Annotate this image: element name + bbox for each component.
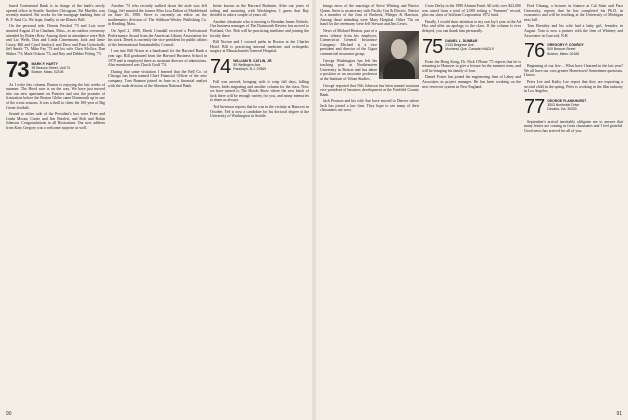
- class-secretary-info: [31, 60, 70, 75]
- paragraph: As I write this column, Boston is enjoying the last weeks of summer. The Hood race is on the way. We have just moved into our new apartment on Pantries and saw the promise of frustration before the Boston Globe came Dartmouth up in one of the worst seasons. It was a thrill to cheer the 100-year of Big Green football.: [6, 82, 105, 110]
- class-heading-73: [6, 56, 105, 82]
- secretary-address-line: 3503 Northside Drive: [547, 102, 580, 107]
- portrait-photo: [379, 31, 419, 79]
- secretary-name: DANIEL L. DUNBAR: [445, 38, 478, 43]
- secretary-name: GEORGE FLANKHURST: [547, 98, 587, 103]
- secretary-address-line: Boston, Mass. 02108: [31, 69, 64, 74]
- class-secretary-info: [547, 41, 584, 56]
- left-column-3: [210, 4, 309, 406]
- right-column-3: [524, 4, 623, 406]
- class-secretary-info: [547, 97, 586, 112]
- class-year: 74: [210, 55, 231, 78]
- paragraph: Jack Pearson and his wife Sue have moved to Denver where Jack has joined a law firm. They hope to see many of their classmates out west.: [320, 99, 419, 113]
- paragraph: Beginning of our five ... What have I learned in the last year? We all have our own greater Hometown! Sometimes questions. I know.: [524, 64, 623, 78]
- secretary-address-line: Montreal, Que. Canada H4A2L9: [445, 46, 494, 51]
- class-year: 75: [422, 35, 443, 58]
- left-column-1: [6, 4, 105, 406]
- paragraph: based Continental Bank is in charge of the bank's newly opened office in Seattle. Another Chicagoan, Pat Mueller, was recently married. Pat works for the mortgage banking firm of B. F. Saul Co. We hope, finally, to see Illinois Bell.: [6, 4, 105, 22]
- right-page: [316, 0, 628, 420]
- class-secretary-info: [233, 57, 272, 72]
- portrait-face: [391, 39, 407, 59]
- paragraph: Another classmate who is moving is Brendan James Nichols. Our business manager of The Dartmouth Review has moved to Portland, Ore. Bob will be practicing medicine and joining the faculty there.: [210, 19, 309, 38]
- paragraph: Ted Swenson reports that he was in the vicinity at Hanover in October. Ted is now a candidate for his doctoral degree at the University of Washington in Seattle.: [210, 104, 309, 119]
- paragraph: On the personal side, Dennis Paschal '73 and Lois were married August 23 in Chatham, Mass., as an outdoor ceremony attended by Robert Brey. Among those in attendance were Bob and Liz Wells, Dan and Linda Cimermann, Jack and Janie Casey, Bill and Carol Sanford, and Dave and Pam Gottschalk; Jeff Smith '73, Mike Fay '73 and his wife Chris McGirr; Dan Shikes '73; Mark Osborn '73, and Ray and Debbie Poling '73.: [6, 24, 105, 56]
- class-year: 76: [524, 40, 545, 63]
- paragraph: Cross Derby in the 1980 Alumni Fund. All told, over $22,000 was raised from a total of 2,000 setting a "Summer" record, plus our class of Sullivan Corporation 1972 fund.: [422, 4, 521, 18]
- left-column-2: [108, 4, 207, 406]
- class-heading-77: [524, 97, 623, 117]
- paragraph: News of Michael Heaton, part of a news release from his employer, Connecticut General Insurance Company: Michael is a vice president and director of the Cigna commercial insurance group.: [320, 28, 377, 56]
- secretary-name: WILLIAM R. CATLIN, JR.: [233, 58, 273, 63]
- paragraph: Finally, I would draw attention to my son Jay's year at the Ad Hoc and offer an apology to the class. If the column is ever delayed, you can thank him personally.: [422, 19, 521, 33]
- paragraph: Another '73 who recently walked down the aisle was Jeff Grigg. Jeff married the former Miss Lisa Dalton of Marblehead on June 26, 1980. Steve is currently an editor on the mathematics division of The Addison-Wesley Publishing Co. in Reading, Mass.: [108, 4, 207, 27]
- paragraph: September's arrival inevitably obligates me to answer that many letters are coming in from classmates and I feel grateful. Good news has arrived for all of you.: [524, 119, 623, 133]
- class-year: 73: [6, 56, 29, 82]
- paragraph: Peter Lee and Kathy Lee report that they are expecting a second child in the spring. Peter is working in the film industry in Los Angeles.: [524, 79, 623, 94]
- page-number: 90: [6, 411, 12, 417]
- secretary-address-line: 39 Beacon Street, Unit 74: [31, 65, 71, 70]
- paragraph: better known as the Harvard Brahmin. After our years of toiling and motoring with Washington, I guess that Ray decided to take a couple of years off.: [210, 4, 309, 18]
- secretary-address-line: Boston, Mass. 02165: [547, 51, 580, 56]
- paragraph: On April 2, 1980, Derek Crandall received a Professional Performance Award from the American Library Association for his work. Derek is currently the vice president for public affairs of the International Sustainability Council.: [108, 28, 207, 47]
- left-page: [0, 0, 312, 420]
- class-heading-74: [210, 57, 309, 77]
- secretary-address-line: Decatur, Ga. 30030: [547, 107, 577, 112]
- paragraph: Fall was arrived, bringing with it crisp fall days, falling leaves, birds migrating and another column for the class. Now we have turned to The Hoods Show where the new batch of luck there will be enough variety for you, and many memories to share as always.: [210, 79, 309, 103]
- class-heading-75: [422, 37, 521, 57]
- class-secretary-info: [445, 37, 493, 52]
- secretary-address-line: 50 Wellington Ave.: [233, 63, 262, 68]
- secretary-address-line: 500 Beacon Street: [547, 47, 576, 52]
- class-year: 77: [524, 95, 545, 118]
- class-heading-76: [524, 41, 623, 61]
- secretary-name: MARK F. HARTY: [31, 61, 58, 66]
- portrait-shoulders: [383, 59, 415, 79]
- paragraph: George Washington has left his teaching post at Northeastern University in Boston and has taken a position as an associate professor at the Institute of Urban Studies.: [320, 58, 377, 81]
- paragraph: Daniel Foster has joined the engineering firm of Lahey and Associates as project manager. He has been working on the new reservoir system in New England.: [422, 75, 521, 89]
- paragraph: brings news of the marriage of Steve Whiting and Patrice Quinn. Steve is an attorney with Pacific Gas & Electric. Patrice is a member of the firm of Brobeck, Phleger & Harrison. Among those attending were Mary Hospital. Other '74s on hand for the ceremony were Jeff Stewart and Jim Lewis.: [320, 4, 419, 27]
- paragraph: I ran into Bill Nixon at a bandstand for the Harvard Bank a year ago. Bill graduated from the Harvard Business School in 1979 and is employed there as assistant director of admissions. Also mentioned was Chuck Graff '74.: [108, 49, 207, 68]
- paragraph: George reported that Nils Johnson has been named assistant vice president of business development at the Fairfield County Bank.: [320, 83, 419, 97]
- paragraph: Tom Brentley and his wife had a baby girl, Jennifer, in August. Tom is now a partner with the firm of Whitney and Associates in Concord, N.H.: [524, 24, 623, 38]
- paragraph: Bill Norton and I crossed paths in Boston at the Charles Hotel. Bill is practicing internal medicine and orthopedic surgery at Massachusetts General Hospital.: [210, 40, 309, 54]
- secretary-address-line: Randolph, N.J. 07869: [233, 67, 267, 72]
- paragraph: From the Hong Kong, Dr. Nick O'Kane '75 reports that he is returning to Hanover to give a lecture for the summer term, and will be bringing his family of four.: [422, 59, 521, 73]
- page-number: 91: [616, 411, 622, 417]
- right-column-2: [422, 4, 521, 406]
- right-column-1: [320, 4, 419, 406]
- secretary-address-line: 2133 Belgrave Ave.: [445, 42, 475, 47]
- secretary-name: GREGORY F. CONROY: [547, 43, 584, 48]
- paragraph: Seated to either side of the President's box were Peter and Linda Moran, Carrie and Jim Bartlett, and Rob and Robin Johnson. Congratulations to all Bostonians. Our new address from Katy Gregory was a welcome surprise as well.: [6, 112, 105, 130]
- paragraph: Fred Chuang, a lecturer in finance at Cal State and Pace University, reports that he has completed his Ph.D. in economics and will be teaching at the University of Michigan next fall.: [524, 4, 623, 22]
- paragraph: During that same visitation I learned that the Bell Co. of Chicago has been named Chief Financial Officer of the new company. Tom Bannon joined in June as a financial analyst with the trade division of the Sherman National Bank.: [108, 69, 207, 88]
